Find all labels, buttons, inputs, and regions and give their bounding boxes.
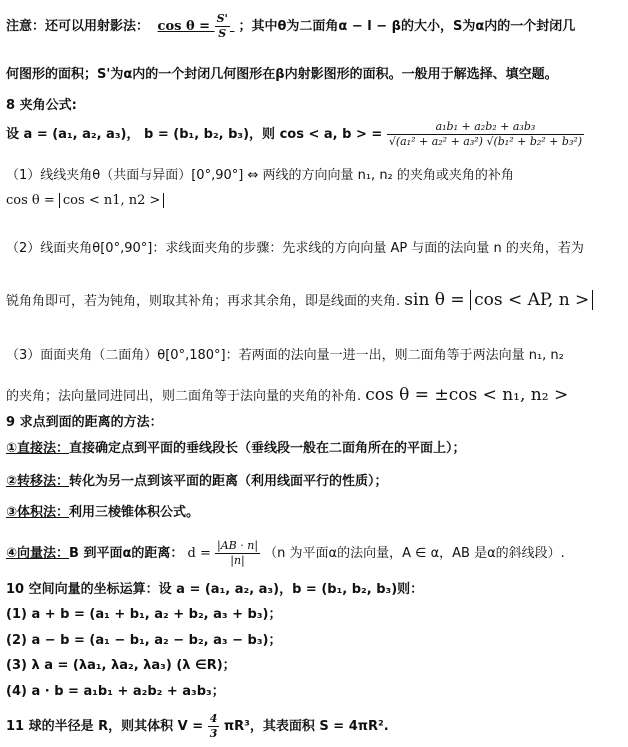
plane-plane-angle: （3）面面夹角（二面角）θ[0°,180°]：若两面的法向量一进一出，则二面角等于两法向量 n₁, n₂ xyxy=(6,348,564,363)
method-transfer-text: 转化为另一点到该平面的距离（利用线面平行的性质）； xyxy=(69,474,388,489)
note-formula-lhs: cos θ = xyxy=(157,19,215,34)
note-label: 注意：还可以用射影法： xyxy=(6,19,150,34)
section-9-title: 9 求点到面的距离的方法： xyxy=(6,415,163,430)
section-11-sphere xyxy=(6,712,624,741)
line-line-formula-rhs: cos < n1, n2 > xyxy=(59,193,165,208)
line-line-formula-lhs: cos θ = xyxy=(6,193,59,208)
note-line-2: 何图形的面积；S'为α内的一个封闭几何图形在β内射影图形的面积。一般用于解选择、填空题。 xyxy=(6,67,558,82)
distance-d: d = xyxy=(187,546,216,561)
section-8-title: 8 夹角公式: xyxy=(6,98,77,113)
distance-tail: （n 为平面α的法向量，A ∈ α，AB 是α的斜线段）. xyxy=(264,546,565,561)
coord-rule-3: (3) λ a = (λa₁, λa₂, λa₃) (λ ∈R)； xyxy=(6,658,236,673)
line-plane-formula-lhs: sin θ = xyxy=(404,290,471,310)
angle-setup-b: b = (b₁, b₂, b₃)，则 cos < a, b > = xyxy=(144,127,387,142)
method-volume xyxy=(6,504,624,522)
note-fraction-num: S' xyxy=(216,12,228,25)
line-line-formula xyxy=(6,192,624,210)
coord-rule-1: (1) a + b = (a₁ + b₁, a₂ + b₂, a₃ + b₃)； xyxy=(6,607,282,622)
note-formula xyxy=(154,12,239,40)
sphere-text-a: 11 球的半径是 R，则其体积 V = xyxy=(6,719,208,734)
distance-den: |n| xyxy=(230,554,245,567)
method-vector xyxy=(6,539,624,568)
distance-fraction xyxy=(215,539,260,568)
angle-setup-a: 设 a = (a₁, a₂, a₃)， xyxy=(6,127,140,142)
line-plane-formula-rhs: cos < AP, n > xyxy=(470,290,593,310)
method-volume-text: 利用三棱锥体积公式。 xyxy=(69,505,200,520)
note-line-1 xyxy=(6,12,624,41)
angle-setup xyxy=(6,120,624,149)
distance-num: |AB · n| xyxy=(217,539,259,552)
section-10-title: 10 空间向量的坐标运算：设 a = (a₁, a₂, a₃)，b = (b₁, b₂, b₃)则： xyxy=(6,582,424,597)
method-transfer-label: ②转移法： xyxy=(6,474,70,489)
line-plane-text: 锐角角即可，若为钝角，则取其补角；再求其余角，即是线面的夹角. xyxy=(6,294,401,309)
method-direct-label: ①直接法： xyxy=(6,441,70,456)
angle-cos-den: √(a₁² + a₂² + a₃²) √(b₁² + b₂² + b₃²) xyxy=(388,135,583,148)
plane-plane-formula: cos θ = ±cos < n₁, n₂ > xyxy=(365,385,569,405)
sphere-num: 4 xyxy=(209,712,218,725)
note-fraction-den: S xyxy=(218,27,227,40)
sphere-den: 3 xyxy=(209,727,218,740)
angle-cos-num: a₁b₁ + a₂b₂ + a₃b₃ xyxy=(387,120,584,135)
note-fraction xyxy=(215,12,230,41)
plane-plane-text: 的夹角；法向量同进同出，则二面角等于法向量的夹角的补角. xyxy=(6,389,362,404)
sphere-fraction xyxy=(208,712,220,741)
method-transfer xyxy=(6,473,624,491)
method-direct xyxy=(6,440,624,458)
method-direct-text: 直接确定点到平面的垂线段长（垂线段一般在二面角所在的平面上）； xyxy=(69,441,466,456)
plane-plane-angle-cont xyxy=(6,386,624,406)
coord-rule-2: (2) a − b = (a₁ − b₁, a₂ − b₂, a₃ − b₃)； xyxy=(6,633,282,648)
angle-cos-fraction xyxy=(387,120,584,149)
sphere-text-b: πR³，其表面积 S = 4πR². xyxy=(223,719,389,734)
line-plane-angle: （2）线面夹角θ[0°,90°]：求线面夹角的步骤：先求线的方向向量 AP 与面的法向量 n 的夹角，若为 xyxy=(6,241,584,256)
method-vector-label: ④向量法： xyxy=(6,546,70,561)
line-line-angle: （1）线线夹角θ（共面与异面）[0°,90°] ⇔ 两线的方向向量 n₁, n₂ 的夹角或夹角的补角 xyxy=(6,168,514,183)
coord-rule-4: (4) a · b = a₁b₁ + a₂b₂ + a₃b₃； xyxy=(6,684,225,699)
note-rest: ；其中θ为二面角α − l − β的大小，S为α内的一个封闭几 xyxy=(238,19,576,34)
line-plane-angle-cont xyxy=(6,291,624,311)
method-vector-text: B 到平面α的距离： xyxy=(69,546,184,561)
method-volume-label: ③体积法： xyxy=(6,505,70,520)
